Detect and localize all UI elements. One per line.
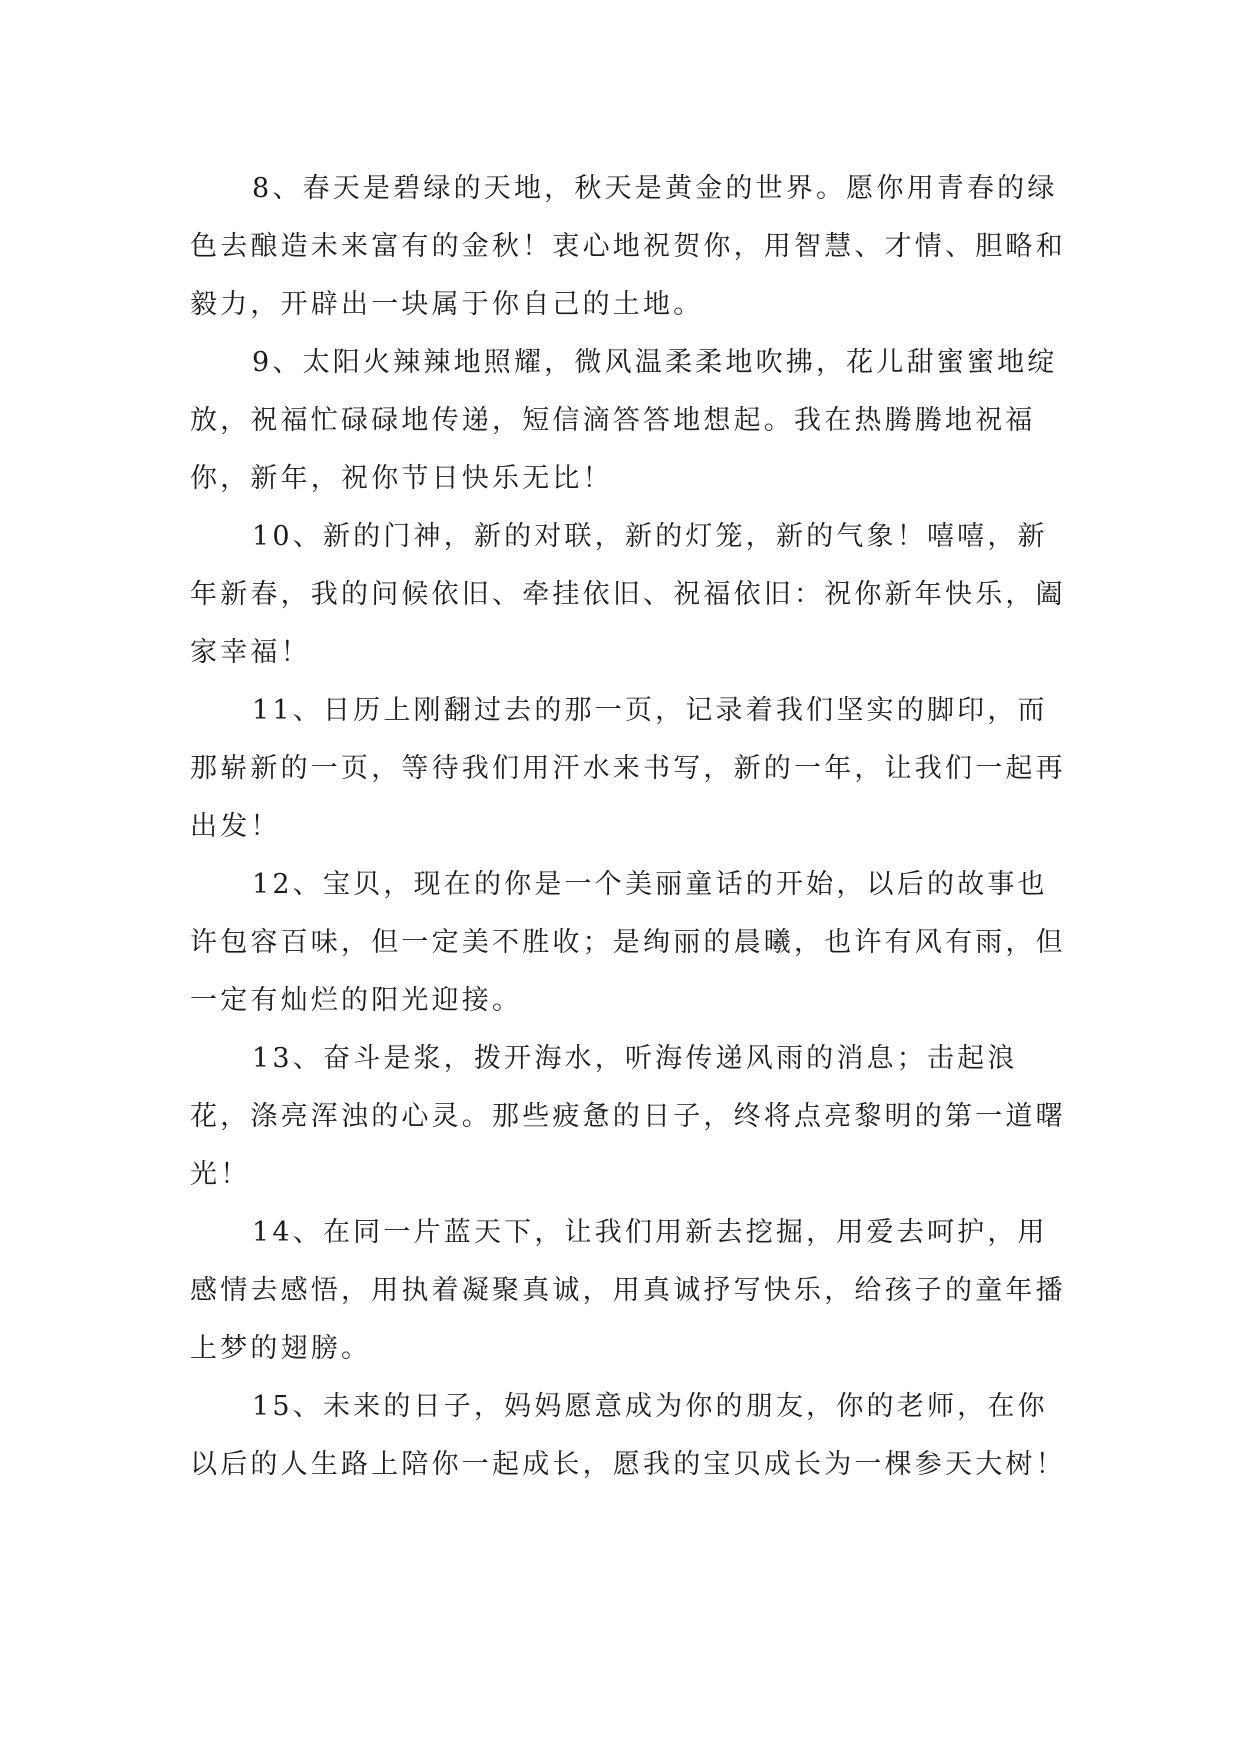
document-body [190,160,1070,1494]
paragraph-9: 9、太阳火辣辣地照耀，微风温柔柔地吹拂，花儿甜蜜蜜地绽放，祝福忙碌碌地传递，短信滴答答地想起。我在热腾腾地祝福你，新年，祝你节日快乐无比！ [190,347,1058,494]
paragraph-8: 8、春天是碧绿的天地，秋天是黄金的世界。愿你用青春的绿色去酿造未来富有的金秋！衷心地祝贺你，用智慧、才情、胆略和毅力，开辟出一块属于你自己的土地。 [190,173,1066,320]
paragraph-12: 12、宝贝，现在的你是一个美丽童话的开始，以后的故事也许包容百味，但一定美不胜收；是绚丽的晨曦，也许有风有雨，但一定有灿烂的阳光迎接。 [190,869,1066,1016]
paragraph-13: 13、奋斗是浆，拨开海水，听海传递风雨的消息；击起浪花，涤亮浑浊的心灵。那些疲惫的日子，终将点亮黎明的第一道曙光！ [190,1043,1066,1190]
paragraph-11: 11、日历上刚翻过去的那一页，记录着我们坚实的脚印，而那崭新的一页，等待我们用汗水来书写，新的一年，让我们一起再出发！ [190,695,1066,842]
paragraph-15: 15、未来的日子，妈妈愿意成为你的朋友，你的老师，在你以后的人生路上陪你一起成长，愿我的宝贝成长为一棵参天大树！ [190,1391,1066,1480]
paragraph-10: 10、新的门神，新的对联，新的灯笼，新的气象！嘻嘻，新年新春，我的问候依旧、牵挂依旧、祝福依旧：祝你新年快乐，阖家幸福！ [190,521,1066,668]
paragraph-14: 14、在同一片蓝天下，让我们用新去挖掘，用爱去呵护，用感情去感悟，用执着凝聚真诚，用真诚抒写快乐，给孩子的童年播上梦的翅膀。 [190,1217,1066,1364]
